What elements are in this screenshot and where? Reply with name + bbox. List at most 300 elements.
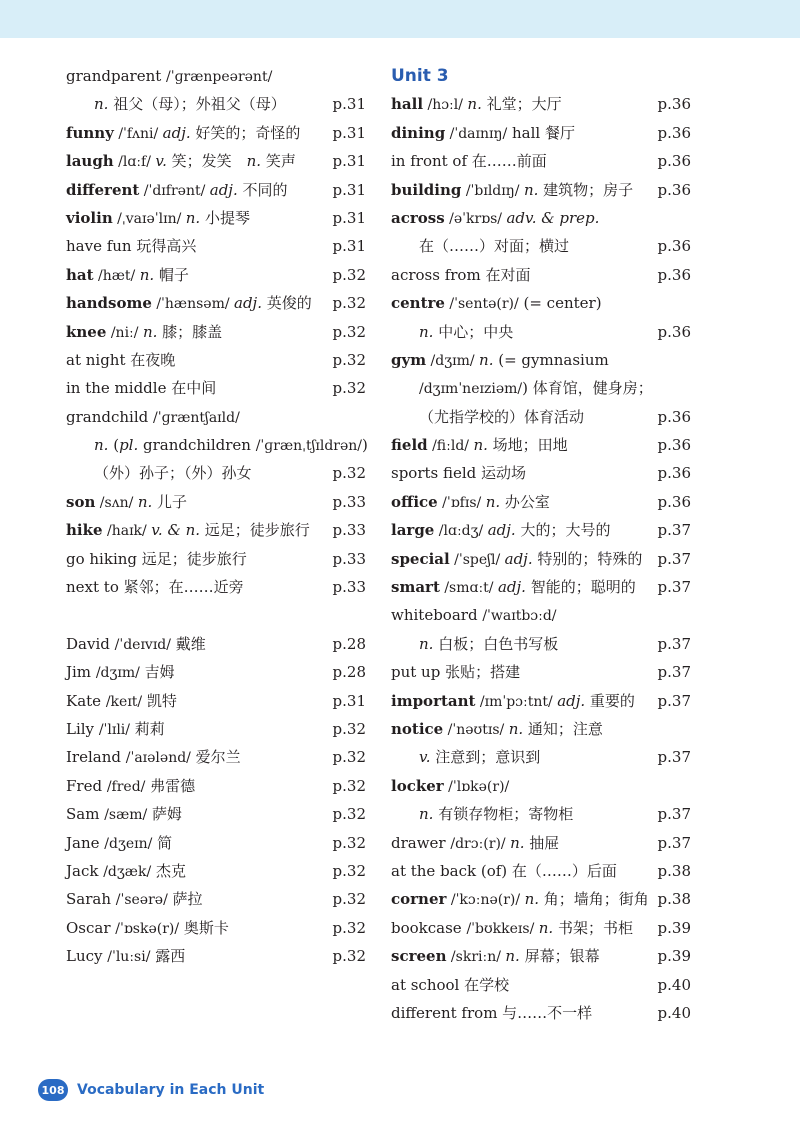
phonetic: /ˈnəʊtɪs/ [443, 721, 509, 738]
entry-segment: 书架；书柜 [553, 918, 633, 937]
vocab-entry [66, 261, 366, 289]
phonetic: /ˈfʌni/ [113, 125, 163, 142]
part-of-speech: n. [523, 180, 539, 199]
part-of-speech: v. [419, 748, 431, 767]
entry-text [66, 261, 189, 290]
entry-text [391, 829, 559, 858]
part-of-speech: n. [508, 719, 524, 738]
entry-segment: drawer [391, 833, 451, 852]
headword: across [391, 208, 445, 227]
entry-segment: 角；墙角；街角 [539, 890, 649, 909]
part-of-speech: n. [419, 805, 434, 824]
headword: centre [391, 294, 445, 313]
page-ref: p.36 [657, 123, 691, 142]
vocab-entry [391, 176, 691, 204]
vocab-entry [391, 261, 691, 289]
page-ref: p.33 [332, 492, 366, 511]
entry-segment: 抽屉 [524, 833, 560, 852]
vocab-entry [66, 772, 366, 800]
phonetic: /ˈbʊkkeɪs/ [466, 920, 539, 937]
entry-segment: Jane [66, 833, 105, 852]
entry-segment: 奥斯卡 [179, 918, 229, 937]
headword: notice [391, 719, 444, 738]
phonetic: /ˈseərə/ [115, 892, 168, 909]
part-of-speech: n. [137, 492, 153, 511]
part-of-speech: n. [538, 918, 554, 937]
entry-segment: 凯特 [142, 691, 177, 710]
entry-text [66, 658, 175, 687]
phonetic: /ˈspeʃl/ [449, 551, 505, 568]
vocab-entry [66, 658, 366, 686]
entry-segment: 有锁存物柜；寄物柜 [433, 805, 574, 824]
phonetic: /dʒɪm/ [426, 352, 480, 369]
part-of-speech: adj. [557, 691, 586, 710]
entry-segment: in front of 在……前面 [391, 152, 547, 171]
vocab-entry [391, 232, 691, 260]
phonetic: /ˈsentə(r)/ [444, 296, 519, 313]
entry-text [391, 687, 635, 716]
phonetic: /haɪk/ [102, 523, 152, 540]
vocab-entry [66, 374, 366, 402]
page-ref: p.36 [657, 237, 691, 256]
vocab-entry [391, 90, 691, 118]
entry-segment: grandchild [66, 407, 154, 426]
entry-text [66, 715, 165, 744]
headword: building [391, 180, 462, 199]
entry-segment: Lucy [66, 947, 108, 966]
vocab-entry [66, 573, 366, 601]
page-ref: p.36 [657, 492, 691, 511]
headword: handsome [66, 294, 152, 313]
vocab-entry [391, 431, 691, 459]
entry-segment: Fred [66, 776, 107, 795]
entry-segment: Kate [66, 691, 106, 710]
entry-segment: Sam [66, 805, 105, 824]
part-of-speech: n. [419, 634, 434, 653]
page-ref: p.33 [332, 578, 366, 597]
entry-segment: ( [108, 436, 120, 455]
part-of-speech: n. [524, 890, 539, 909]
vocab-entry [391, 658, 691, 686]
entry-segment: 远足；徒步旅行 [200, 521, 310, 540]
vocab-entry [391, 488, 691, 516]
entry-text [66, 403, 240, 432]
entry-text [391, 374, 653, 403]
entry-text [66, 204, 250, 233]
phonetic: /ɪmˈpɔːtnt/ [475, 693, 558, 710]
entry-segment: grandchildren [138, 436, 256, 455]
entry-text [391, 119, 575, 148]
part-of-speech: n. [246, 152, 262, 171]
entry-text [66, 914, 229, 943]
vocab-entry [391, 829, 691, 857]
top-color-band [0, 0, 800, 38]
entry-segment: next to 紧邻；在……近旁 [66, 578, 244, 597]
vocab-entry [391, 346, 691, 374]
unit-title: Unit 3 [391, 66, 449, 86]
entry-text [66, 318, 222, 347]
page-ref: p.31 [332, 95, 366, 114]
vocab-entry [391, 687, 691, 715]
entry-text [66, 62, 272, 91]
entry-text [391, 232, 569, 260]
headword: gym [391, 350, 427, 369]
entry-segment: David [66, 634, 115, 653]
entry-segment: 露西 [150, 947, 186, 966]
headword: knee [66, 322, 107, 341]
vocab-entry [66, 829, 366, 857]
entry-segment: 祖父（母）；外祖父（母） [108, 95, 286, 114]
phonetic: /skriːn/ [446, 949, 506, 966]
part-of-speech: v. [155, 152, 167, 171]
page-ref: p.31 [332, 180, 366, 199]
part-of-speech: adj. [162, 123, 191, 142]
entry-text [391, 318, 513, 346]
vocab-entry [391, 942, 691, 970]
part-of-speech: adj. [504, 549, 533, 568]
entry-text [66, 90, 286, 118]
entry-text [391, 488, 550, 517]
entry-segment: 萨姆 [147, 805, 183, 824]
entry-segment: 注意到；意识到 [430, 748, 541, 767]
page-ref: p.31 [332, 123, 366, 142]
phonetic: /sæm/ [104, 807, 148, 824]
entry-segment: （尤指学校的）体育活动 [419, 407, 585, 426]
page-ref: p.33 [332, 521, 366, 540]
entry-text [391, 800, 573, 828]
vocab-entry [391, 403, 691, 431]
right-vocab-column [391, 62, 691, 1027]
vocab-entry [66, 204, 366, 232]
page-ref: p.37 [657, 578, 691, 597]
entry-segment: have fun 玩得高兴 [66, 237, 197, 256]
headword: hat [66, 265, 94, 284]
part-of-speech: n. [505, 947, 520, 966]
phonetic: /ˈkɔːnə(r)/ [446, 892, 525, 909]
phonetic: /ˈɒskə(r)/ [115, 920, 180, 937]
headword: important [391, 691, 476, 710]
entry-text [391, 743, 540, 771]
vocab-entry [66, 488, 366, 516]
vocab-entry [66, 687, 366, 715]
entry-segment: Jack [66, 861, 104, 880]
vocab-entry [391, 119, 691, 147]
entry-segment: at the back (of) 在（……）后面 [391, 861, 617, 880]
entry-segment: 特别的；特殊的 [532, 549, 643, 568]
page-ref: p.32 [332, 379, 366, 398]
page-ref: p.39 [657, 947, 691, 966]
vocab-entry [66, 62, 366, 90]
page-ref: p.33 [332, 549, 366, 568]
entry-text [66, 857, 186, 886]
page-ref: p.38 [657, 890, 691, 909]
page-ref: p.32 [332, 464, 366, 483]
entry-text [66, 545, 247, 573]
phonetic: /dʒæk/ [103, 863, 152, 880]
entry-segment: 礼堂；大厅 [481, 95, 562, 114]
phonetic: /sʌn/ [95, 494, 138, 511]
page-ref: p.32 [332, 322, 366, 341]
headword: screen [391, 947, 447, 966]
phonetic: /ˈdaɪnɪŋ/ [445, 125, 508, 142]
entry-text [66, 289, 312, 318]
page-ref: p.36 [657, 436, 691, 455]
page-ref: p.36 [657, 265, 691, 284]
page-ref: p.37 [657, 549, 691, 568]
part-of-speech: n. [479, 350, 494, 369]
entry-text [66, 346, 175, 374]
phonetic: /ˈbɪldɪŋ/ [461, 182, 524, 199]
entry-segment: 莉莉 [130, 719, 165, 738]
entry-text [391, 715, 603, 744]
headword: dining [391, 123, 446, 142]
vocab-entry [391, 772, 691, 800]
entry-segment: different from 与……不一样 [391, 1003, 593, 1022]
part-of-speech: v. & n. [151, 521, 200, 540]
page-footer [38, 1078, 264, 1102]
footer-title: Vocabulary in Each Unit [77, 1082, 265, 1098]
entry-text [391, 601, 557, 630]
vocab-entry [391, 857, 691, 885]
vocab-entry [391, 374, 691, 402]
page-ref: p.36 [657, 152, 691, 171]
phonetic: /lɑːf/ [113, 154, 156, 171]
vocab-entry [391, 573, 691, 601]
entry-text [391, 971, 509, 999]
entry-text [391, 204, 599, 233]
entry-text [66, 374, 216, 402]
vocab-entry [66, 318, 366, 346]
entry-text [66, 800, 182, 829]
vocab-entry [66, 942, 366, 970]
entry-segment: 杰克 [151, 861, 186, 880]
phonetic: /ˈluːsi/ [107, 949, 151, 966]
part-of-speech: n. [139, 265, 155, 284]
part-of-speech: n. [94, 95, 109, 114]
entry-text [66, 942, 185, 971]
part-of-speech: adj. [487, 521, 516, 540]
headword: corner [391, 890, 447, 909]
headword: funny [66, 123, 114, 142]
entry-text [391, 261, 530, 289]
page-ref: p.28 [332, 663, 366, 682]
entry-segment: 英俊的 [261, 294, 312, 313]
page-ref: p.37 [657, 521, 691, 540]
vocab-entry [391, 147, 691, 175]
entry-text [391, 289, 602, 318]
phonetic: /ˈɡrænˌtʃɪldrən/ [255, 438, 363, 455]
part-of-speech: n. [94, 436, 109, 455]
entry-text [66, 772, 195, 801]
vocab-entry [391, 630, 691, 658]
vocab-entry [66, 885, 366, 913]
entry-segment: Ireland [66, 748, 126, 767]
page-ref: p.36 [657, 407, 691, 426]
entry-text [391, 914, 633, 943]
phonetic: /drɔː(r)/ [450, 835, 511, 852]
entry-segment: across from 在对面 [391, 265, 531, 284]
headword: office [391, 492, 438, 511]
vocab-entry [391, 914, 691, 942]
left-vocab-column [66, 62, 366, 971]
entry-segment: 屏幕；银幕 [519, 947, 600, 966]
vocab-entry [66, 800, 366, 828]
phonetic: /lɑːdʒ/ [434, 523, 488, 540]
phonetic: /əˈkrɒs/ [444, 210, 507, 227]
entry-segment: 笑声 [261, 152, 296, 171]
entry-segment: 膝；膝盖 [157, 322, 223, 341]
vocab-entry [391, 601, 691, 629]
phonetic: /dʒeɪn/ [104, 835, 153, 852]
vocab-entry [391, 545, 691, 573]
entry-text [391, 90, 562, 119]
page-ref: p.32 [332, 748, 366, 767]
page-ref: p.31 [332, 208, 366, 227]
entry-segment: ) 体育馆，健身房； [522, 379, 653, 398]
page-ref: p.38 [657, 861, 691, 880]
entry-segment: （外）孙子；（外）孙女 [94, 464, 252, 483]
entry-text [391, 403, 584, 431]
page-ref: p.40 [657, 1003, 691, 1022]
headword: field [391, 436, 428, 455]
page-ref: p.37 [657, 833, 691, 852]
page-ref: p.37 [657, 634, 691, 653]
vocab-entry [66, 289, 366, 317]
vocab-entry [66, 403, 366, 431]
page-ref: p.31 [332, 237, 366, 256]
vocab-entry [66, 914, 366, 942]
entry-text [66, 516, 310, 545]
page-ref: p.36 [657, 180, 691, 199]
entry-segment: 白板；白色书写板 [433, 634, 559, 653]
phonetic: /hɔːl/ [423, 97, 468, 114]
phonetic: /ˈaɪələnd/ [125, 750, 191, 767]
page-ref: p.32 [332, 890, 366, 909]
phonetic: /niː/ [106, 324, 143, 341]
phonetic: /dʒɪmˈneɪziəm/ [419, 381, 523, 398]
page-ref: p.32 [332, 805, 366, 824]
phonetic: /ˈdeɪvɪd/ [114, 636, 171, 653]
entry-segment: 场地；田地 [487, 436, 568, 455]
entry-text [391, 772, 509, 801]
vocab-entry [66, 715, 366, 743]
entry-segment: bookcase [391, 918, 467, 937]
vocab-entry [66, 346, 366, 374]
section-gap [66, 601, 366, 629]
vocab-entry [66, 232, 366, 260]
entry-segment: 简 [152, 833, 173, 852]
phonetic: /dʒɪm/ [95, 665, 140, 682]
headword: different [66, 180, 140, 199]
entry-segment: 智能的；聪明的 [525, 578, 636, 597]
entry-text [391, 459, 526, 487]
entry-text [66, 488, 187, 517]
headword: violin [66, 208, 113, 227]
headword: hike [66, 521, 103, 540]
entry-text [66, 743, 241, 772]
phonetic: /ˌvaɪəˈlɪn/ [112, 210, 186, 227]
entry-segment: in the middle 在中间 [66, 379, 217, 398]
entry-text [66, 885, 203, 914]
entry-segment: 笑；发笑 [166, 152, 247, 171]
page-ref: p.32 [332, 918, 366, 937]
entry-segment: ) [362, 436, 368, 455]
entry-text [391, 346, 609, 375]
page-ref: p.39 [657, 918, 691, 937]
headword: special [391, 549, 450, 568]
part-of-speech: n. [419, 322, 434, 341]
vocab-entry [66, 119, 366, 147]
phonetic: /ˈɡrænpeərənt/ [166, 69, 273, 85]
page-ref: p.40 [657, 975, 691, 994]
phonetic: /ˈhænsəm/ [151, 296, 235, 313]
entry-text [66, 687, 177, 716]
vocab-entry [391, 971, 691, 999]
page-ref: p.32 [332, 719, 366, 738]
entry-text [391, 176, 633, 205]
entry-text [66, 573, 244, 601]
phonetic: /ˈɡræntʃaɪld/ [153, 409, 240, 426]
entry-segment: 办公室 [500, 492, 550, 511]
page-ref: p.32 [332, 947, 366, 966]
entry-segment: 在（……）对面；横过 [419, 237, 570, 256]
entry-segment: 萨拉 [167, 890, 203, 909]
entry-segment: 不同的 [237, 180, 288, 199]
entry-text [66, 232, 196, 260]
part-of-speech: adj. [209, 180, 238, 199]
phonetic: /ˈɒfɪs/ [437, 494, 486, 511]
page-ref: p.36 [657, 95, 691, 114]
phonetic: /smɑːt/ [439, 580, 498, 597]
entry-text [391, 147, 547, 175]
page-ref: p.32 [332, 294, 366, 313]
entry-segment: at night 在夜晚 [66, 350, 176, 369]
phonetic: /hæt/ [93, 267, 140, 284]
entry-segment: 小提琴 [200, 208, 250, 227]
entry-segment: 爱尔兰 [190, 748, 241, 767]
entry-segment: grandparent [66, 67, 167, 85]
page-ref: p.31 [332, 691, 366, 710]
headword: laugh [66, 152, 114, 171]
vocab-entry [66, 857, 366, 885]
page-ref: p.36 [657, 464, 691, 483]
part-of-speech: n. [185, 208, 201, 227]
part-of-speech: n. [467, 95, 482, 114]
vocab-entry [391, 459, 691, 487]
page-ref: p.37 [657, 748, 691, 767]
entry-segment: go hiking 远足；徒步旅行 [66, 549, 247, 568]
phonetic: /ˈwaɪtbɔːd/ [482, 608, 557, 625]
entry-segment: put up 张贴；搭建 [391, 663, 521, 682]
page-ref: p.32 [332, 833, 366, 852]
entry-text [66, 119, 300, 148]
phonetic: /ˈlɒkə(r)/ [443, 778, 510, 795]
page-ref: p.36 [657, 322, 691, 341]
page-ref: p.31 [332, 152, 366, 171]
entry-text [391, 516, 610, 545]
vocab-entry [66, 459, 366, 487]
phonetic: /fiːld/ [427, 438, 474, 455]
entry-segment: (= center) [518, 294, 602, 313]
part-of-speech: n. [473, 436, 488, 455]
entry-text [391, 999, 592, 1027]
phonetic: /fred/ [106, 778, 146, 795]
part-of-speech: n. [485, 492, 501, 511]
headword: son [66, 492, 96, 511]
page-ref: p.32 [332, 265, 366, 284]
entry-text [391, 658, 520, 686]
vocab-entry [391, 999, 691, 1027]
